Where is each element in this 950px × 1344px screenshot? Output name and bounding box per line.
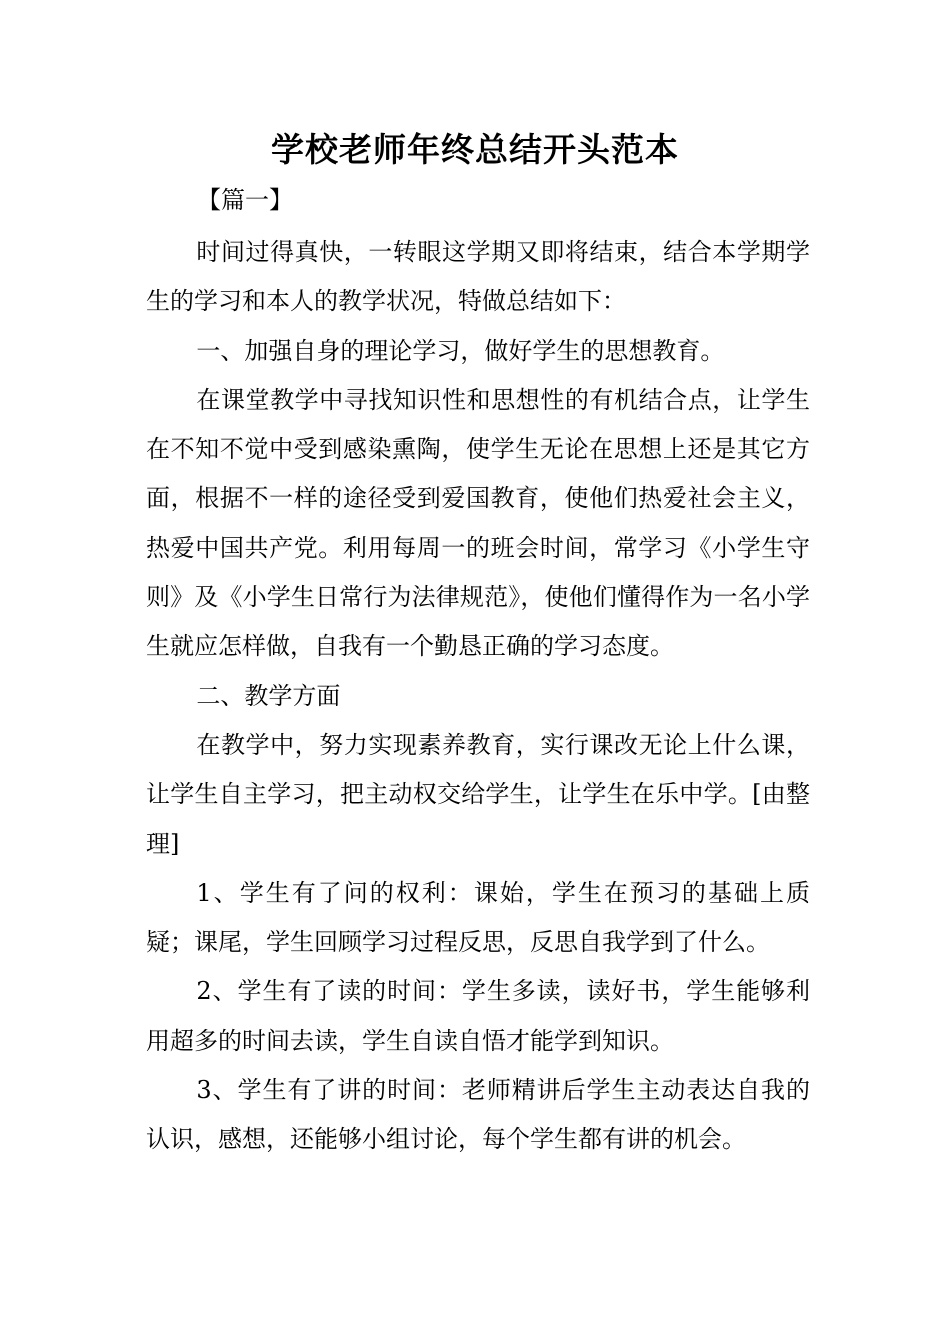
document-body xyxy=(146,228,810,1165)
paragraph-thought-education: 在课堂教学中寻找知识性和思想性的有机结合点，让学生在不知不觉中受到感染熏陶，使学生无论在思想上还是其它方面，根据不一样的途径受到爱国教育，使他们热爱社会主义，热爱中国共产党。利用每周一的班会时间，常学习《小学生守则》及《小学生日常行为法律规范》，使他们懂得作为一名小学生就应怎样做，自我有一个勤恳正确的学习态度。 xyxy=(146,385,810,661)
paragraph-item-2: 2、学生有了读的时间：学生多读，读好书，学生能够利用超多的时间去读，学生自读自悟才能学到知识。 xyxy=(146,977,810,1055)
paragraph-item-3: 3、学生有了讲的时间：老师精讲后学生主动表达自我的认识，感想，还能够小组讨论，每个学生都有讲的机会。 xyxy=(146,1076,810,1154)
paragraph-heading-2: 二、教学方面 xyxy=(196,681,341,710)
paragraph-intro: 时间过得真快，一转眼这学期又即将结束，结合本学期学生的学习和本人的教学状况，特做总结如下： xyxy=(146,238,810,316)
paragraph-heading-1: 一、加强自身的理论学习，做好学生的思想教育。 xyxy=(196,336,725,365)
document-title: 学校老师年终总结开头范本 xyxy=(271,130,679,169)
paragraph-item-1: 1、学生有了问的权利：课始，学生在预习的基础上质疑；课尾，学生回顾学习过程反思，反思自我学到了什么。 xyxy=(146,878,810,957)
section-label: 【篇一】 xyxy=(197,186,293,214)
paragraph-teaching: 在教学中，努力实现素养教育，实行课改无论上什么课，让学生自主学习，把主动权交给学生，让学生在乐中学。[由整理] xyxy=(146,730,810,858)
